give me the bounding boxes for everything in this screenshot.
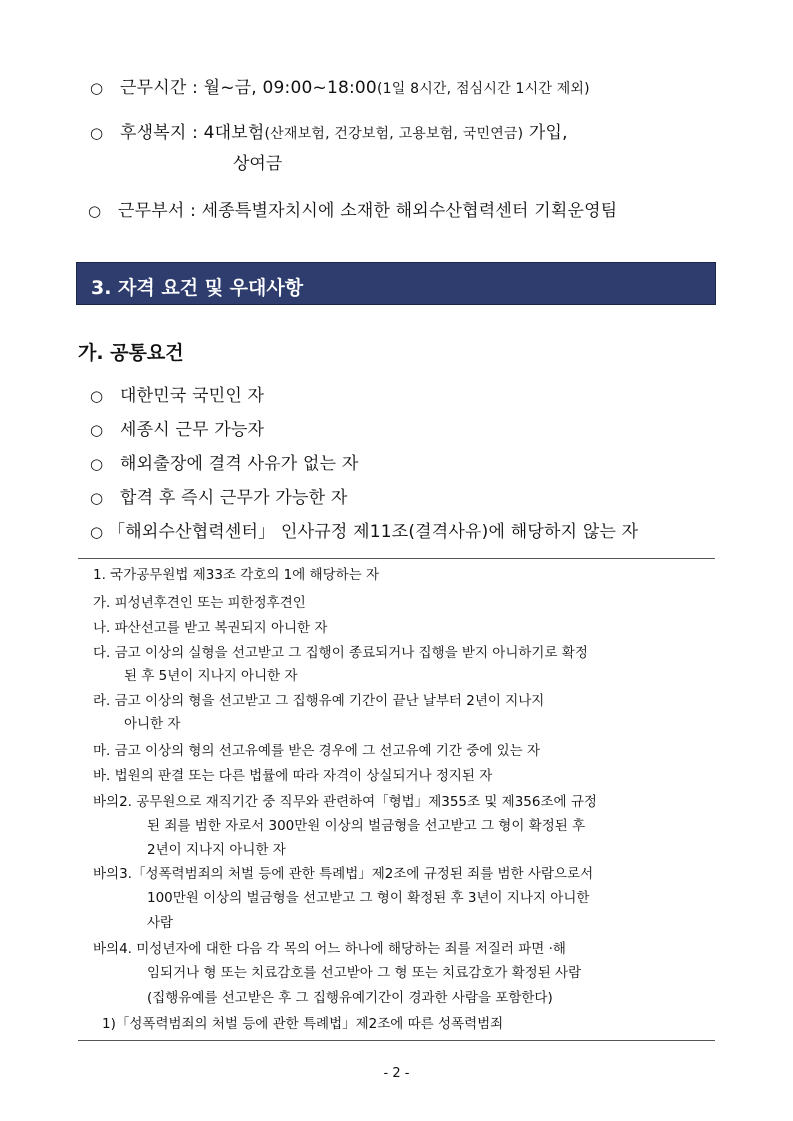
- disq-line: 다. 금고 이상의 실형을 선고받고 그 집행이 종료되거나 집행을 받지 아니하기로 확정: [93, 645, 588, 661]
- requirement-text: 세종시 근무 가능자: [120, 420, 265, 440]
- disq-line: 라. 금고 이상의 형을 선고받고 그 집행유예 기간이 끝난 날부터 2년이 지나지: [93, 693, 545, 709]
- welfare-item: [90, 121, 568, 146]
- bullet-marker: ○: [90, 79, 104, 97]
- disq-line: 임되거나 형 또는 치료감호를 선고받아 그 형 또는 치료감호가 확정된 사람: [147, 965, 582, 981]
- disq-line: (집행유예를 선고받은 후 그 집행유예기간이 경과한 사람을 포함한다): [147, 990, 553, 1006]
- disq-line: 1. 국가공무원법 제33조 각호의 1에 해당하는 자: [93, 567, 380, 583]
- disq-line: 100만원 이상의 벌금형을 선고받고 그 형이 확정된 후 3년이 지나지 아니한: [147, 890, 590, 906]
- bullet-marker: ○: [90, 523, 104, 541]
- section-header-bar: [76, 262, 716, 305]
- disq-line: 나. 파산선고를 받고 복권되지 아니한 자: [93, 620, 328, 636]
- disq-line: 바. 법원의 판결 또는 다른 법률에 따라 자격이 상실되거나 정지된 자: [93, 768, 493, 784]
- bullet-marker: ○: [88, 202, 102, 220]
- disq-line: 가. 피성년후견인 또는 피한정후견인: [93, 595, 306, 611]
- box-bottom-rule: [78, 1040, 715, 1041]
- work-hours-text: 근무시간 : 월~금, 09:00~18:00: [120, 78, 377, 98]
- welfare-note: (산재보험, 건강보험, 고용보험, 국민연금): [264, 126, 524, 142]
- requirement-item: [90, 418, 264, 442]
- box-top-rule: [78, 558, 715, 559]
- bullet-marker: ○: [90, 387, 104, 405]
- requirement-text: 해외출장에 결격 사유가 없는 자: [120, 454, 359, 474]
- common-requirements-heading: 가. 공통요건: [78, 342, 184, 364]
- disq-line: 바의4. 미성년자에 대한 다음 각 목의 어느 하나에 해당하는 죄를 저질러 파면 ·해: [93, 941, 566, 957]
- disq-line: 2년이 지나지 아니한 자: [147, 842, 286, 858]
- disq-line: 된 후 5년이 지나지 아니한 자: [124, 668, 298, 684]
- disq-line: 사람: [147, 915, 174, 931]
- requirement-item: [90, 384, 264, 408]
- section-title: 3. 자격 요건 및 우대사항: [91, 277, 304, 299]
- disq-line: 마. 금고 이상의 형의 선고유예를 받은 경우에 그 선고유예 기간 중에 있는 자: [93, 743, 541, 759]
- disq-line: 바의3.「성폭력범죄의 처벌 등에 관한 특례법」제2조에 규정된 죄를 범한 사람으로서: [93, 866, 594, 882]
- bullet-marker: ○: [90, 124, 104, 142]
- department-text: 근무부서 : 세종특별자치시에 소재한 해외수산협력센터 기획운영팀: [118, 201, 618, 221]
- requirement-item: [90, 520, 638, 544]
- requirement-text: 합격 후 즉시 근무가 가능한 자: [120, 488, 348, 508]
- bullet-marker: ○: [90, 489, 104, 507]
- requirement-text: 「해외수산협력센터」 인사규정 제11조(결격사유)에 해당하지 않는 자: [108, 522, 639, 542]
- requirement-item: [90, 452, 359, 476]
- requirement-item: [90, 486, 347, 510]
- page-number: - 2 -: [383, 1066, 410, 1081]
- requirement-text: 대한민국 국민인 자: [120, 386, 265, 406]
- disq-line: 아니한 자: [124, 716, 181, 732]
- work-hours-note: (1일 8시간, 점심시간 1시간 제외): [376, 81, 590, 97]
- disq-line: 바의2. 공무원으로 재직기간 중 직무와 관련하여「형법」제355조 및 제356조에 규정: [93, 794, 597, 810]
- welfare-tail: 가입,: [523, 123, 568, 143]
- disq-line: 된 죄를 범한 자로서 300만원 이상의 벌금형을 선고받고 그 형이 확정된 후: [147, 818, 586, 834]
- bullet-marker: ○: [90, 421, 104, 439]
- welfare-text: 후생복지 : 4대보험: [120, 123, 265, 143]
- department-item: [88, 199, 617, 223]
- disq-line: 1)「성폭력범죄의 처벌 등에 관한 특례법」제2조에 따른 성폭력범죄: [102, 1016, 504, 1032]
- work-hours-item: [90, 76, 590, 101]
- bullet-marker: ○: [90, 455, 104, 473]
- welfare-continuation: 상여금: [233, 154, 283, 174]
